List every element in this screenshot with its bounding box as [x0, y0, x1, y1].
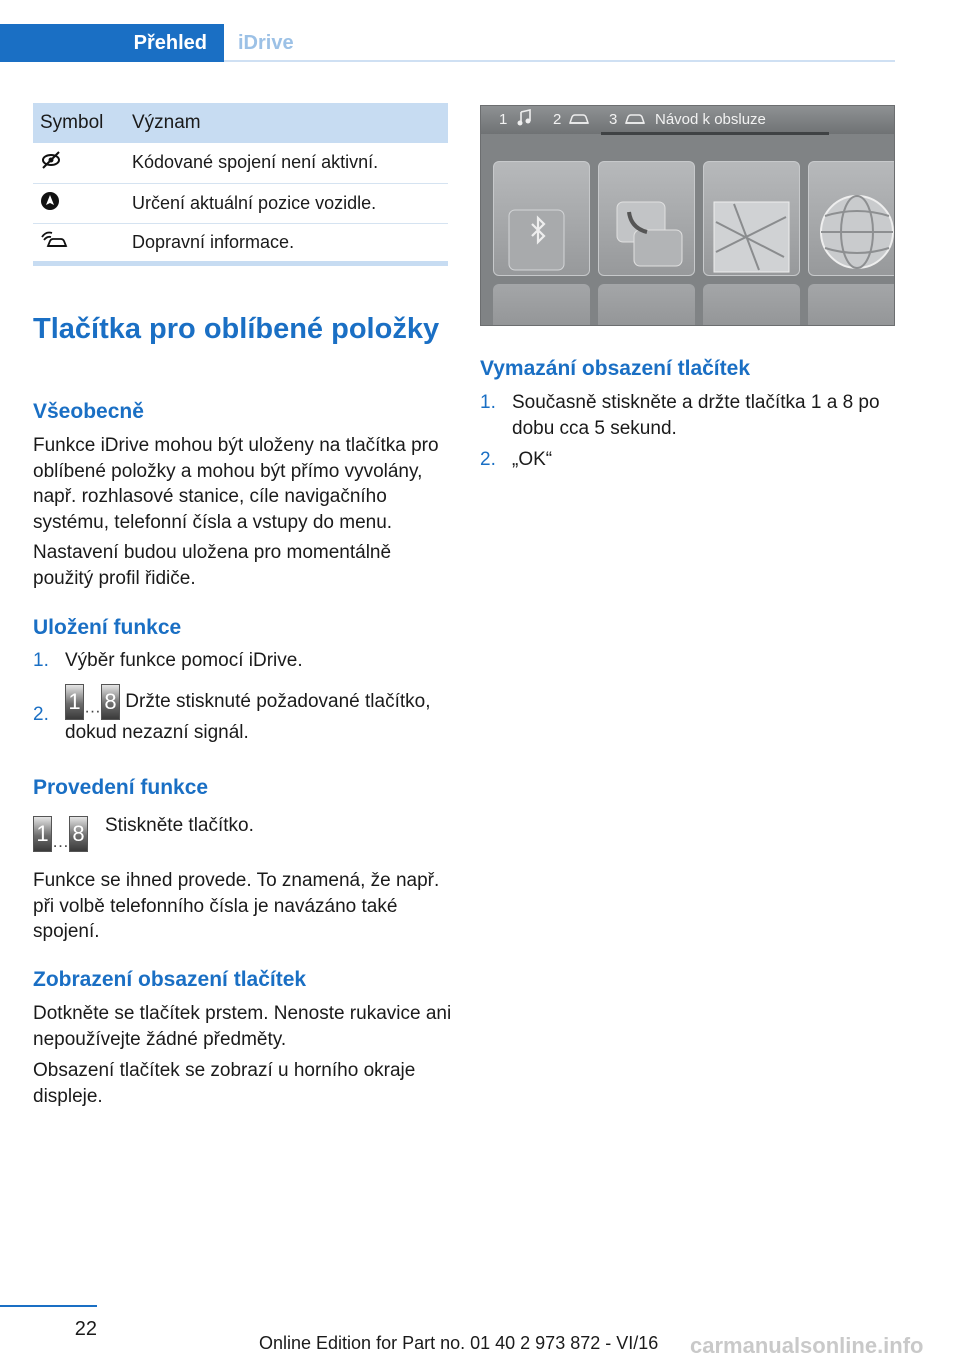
encrypted-connection-inactive-icon — [40, 149, 62, 176]
favorite-key-1-icon: 1 — [33, 816, 52, 852]
heading-save-function: Uložení funkce — [33, 616, 182, 639]
tab-idrive[interactable]: iDrive — [238, 32, 294, 54]
heading-general: Všeobecně — [33, 400, 144, 423]
page-number: 22 — [74, 1318, 97, 1340]
table-row — [33, 223, 448, 263]
general-paragraph-2: Nastavení budou uložena pro momentálně použitý profil řidiče. — [33, 542, 392, 589]
navigation-tile — [703, 161, 800, 276]
idrive-screen-image — [480, 105, 895, 326]
traffic-info-icon — [40, 230, 68, 255]
table-header-row — [33, 103, 448, 143]
car-icon — [625, 112, 645, 130]
watermark: carmanualsonline.info — [690, 1333, 924, 1358]
execute-line: Stiskněte tlačítko. — [105, 815, 254, 836]
table-row — [33, 143, 448, 183]
bluetooth-tile — [493, 161, 590, 276]
globe-tile — [808, 161, 895, 276]
section-title: Tlačítka pro oblíbené položky — [33, 313, 440, 345]
edition-line: Online Edition for Part no. 01 40 2 973 872 - VI/16 — [259, 1333, 659, 1353]
list-item: 2. 1 … 8 Držte stisknuté požadované tlačítko, dokud nezazní signál. — [33, 684, 453, 754]
favorite-key-1-icon: 1 — [65, 684, 84, 720]
music-note-icon — [516, 109, 532, 131]
display-paragraph-2: Obsazení tlačítek se zobrazí u horního okraje displeje. — [33, 1060, 416, 1107]
footer-rule — [0, 1305, 97, 1307]
table-cell-meaning: Dopravní informace. — [132, 223, 448, 263]
column-header-meaning: Význam — [132, 103, 448, 143]
table-cell-meaning: Kódované spojení není aktivní. — [132, 143, 448, 183]
vehicle-position-icon — [40, 191, 60, 216]
favorite-key-8-icon: 8 — [69, 816, 88, 852]
table-cell-meaning: Určení aktuální pozice vozidle. — [132, 183, 448, 223]
heading-delete-assignment: Vymazání obsazení tlačítek — [480, 357, 750, 380]
chapter-tabs — [0, 24, 895, 62]
execute-paragraph: Funkce se ihned provede. To znamená, že např. při volbě telefonního čísla je navázáno také spojení. — [33, 870, 440, 942]
general-paragraph-1: Funkce iDrive mohou být uloženy na tlačítka pro oblíbené položky a mohou být přímo vyvolány, např. rozhlasové stanice, cíle navigačního systému, telefonní čísla a vstupy do menu. — [33, 435, 439, 533]
display-paragraph-1: Dotkněte se tlačítek prstem. Nenoste rukavice ani nepoužívejte žádné předměty. — [33, 1003, 452, 1050]
table-row — [33, 183, 448, 223]
phone-tile — [598, 161, 695, 276]
favorites-bar: 1 2 3 Návod k obsluze — [481, 106, 895, 134]
execute-keys: 1 … 8 — [33, 816, 88, 852]
heading-execute-function: Provedení funkce — [33, 776, 209, 799]
heading-display-assignment: Zobrazení obsazení tlačítek — [33, 968, 307, 991]
symbol-table — [33, 103, 448, 266]
favorite-key-8-icon: 8 — [101, 684, 120, 720]
column-header-symbol: Symbol — [33, 103, 132, 143]
tab-overview[interactable]: Přehled — [0, 24, 224, 62]
car-icon — [569, 112, 589, 130]
